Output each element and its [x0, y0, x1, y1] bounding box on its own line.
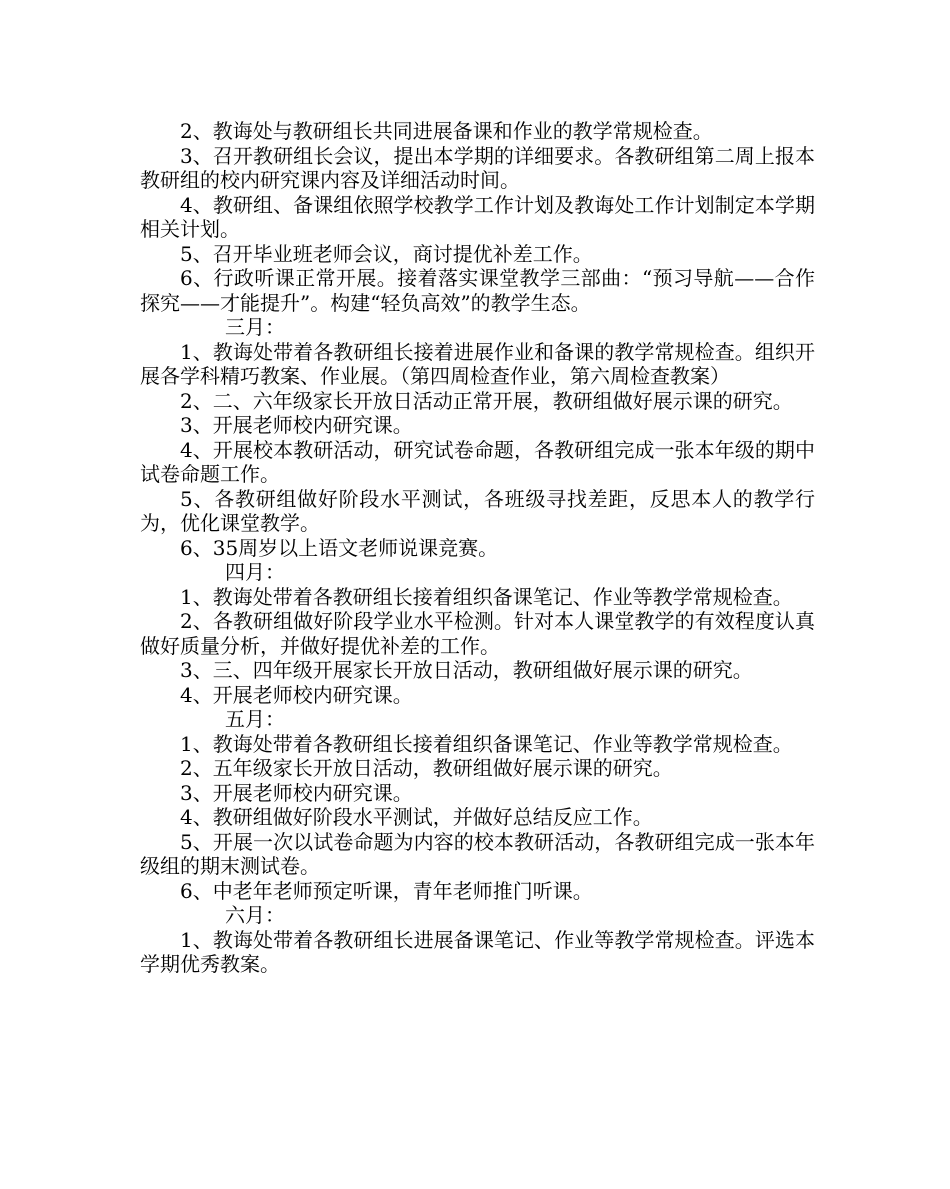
document-body — [140, 119, 815, 977]
list-item: 3、召开教研组长会议，提出本学期的详细要求。各教研组第二周上报本教研组的校内研究课内容及详细活动时间。 — [140, 143, 815, 192]
list-item: 4、开展老师校内研究课。 — [180, 682, 413, 707]
list-item: 2、教诲处与教研组长共同进展备课和作业的教学常规检查。 — [180, 119, 713, 143]
month-heading: 六月： — [225, 903, 285, 927]
month-heading: 三月： — [225, 315, 285, 339]
month-heading: 四月： — [225, 560, 285, 584]
list-item: 5、开展一次以试卷命题为内容的校本教研活动，各教研组完成一张本年级组的期末测试卷。 — [140, 829, 815, 878]
list-item: 1、教诲处带着各教研组长接着进展作业和备课的教学常规检查。组织开展各学科精巧教案、作业展。（第四周检查作业，第六周检查教案） — [140, 339, 815, 388]
list-item: 3、开展老师校内研究课。 — [180, 780, 413, 805]
list-item: 6、35周岁以上语文老师说课竞赛。 — [180, 535, 499, 560]
list-item: 3、三、四年级开展家长开放日活动，教研组做好展示课的研究。 — [180, 658, 753, 682]
list-item: 5、各教研组做好阶段水平测试，各班级寻找差距，反思本人的教学行为，优化课堂教学。 — [140, 486, 815, 535]
list-item: 5、召开毕业班老师会议，商讨提优补差工作。 — [180, 241, 593, 266]
list-item: 4、教研组做好阶段水平测试，并做好总结反应工作。 — [180, 805, 653, 829]
list-item: 3、开展老师校内研究课。 — [180, 413, 413, 437]
list-item: 2、各教研组做好阶段学业水平检测。针对本人课堂教学的有效程度认真做好质量分析，并做好提优补差的工作。 — [140, 609, 815, 658]
month-heading: 五月： — [225, 707, 285, 731]
list-item: 4、教研组、备课组依照学校教学工作计划及教诲处工作计划制定本学期相关计划。 — [140, 192, 815, 241]
list-item: 1、教诲处带着各教研组长接着组织备课笔记、作业等教学常规检查。 — [180, 584, 793, 609]
list-item: 6、中老年老师预定听课，青年老师推门听课。 — [180, 878, 593, 903]
list-item: 2、五年级家长开放日活动，教研组做好展示课的研究。 — [180, 756, 673, 780]
list-item: 4、开展校本教研活动，研究试卷命题，各教研组完成一张本年级的期中试卷命题工作。 — [140, 437, 815, 486]
list-item: 2、二、六年级家长开放日活动正常开展，教研组做好展示课的研究。 — [180, 388, 793, 413]
list-item: 1、教诲处带着各教研组长接着组织备课笔记、作业等教学常规检查。 — [180, 731, 793, 756]
list-item: 1、教诲处带着各教研组长进展备课笔记、作业等教学常规检查。评选本学期优秀教案。 — [140, 927, 815, 976]
list-item: 6、行政听课正常开展。接着落实课堂教学三部曲：“预习导航——合作探究——才能提升”。构建“轻负高效”的教学生态。 — [140, 266, 815, 315]
